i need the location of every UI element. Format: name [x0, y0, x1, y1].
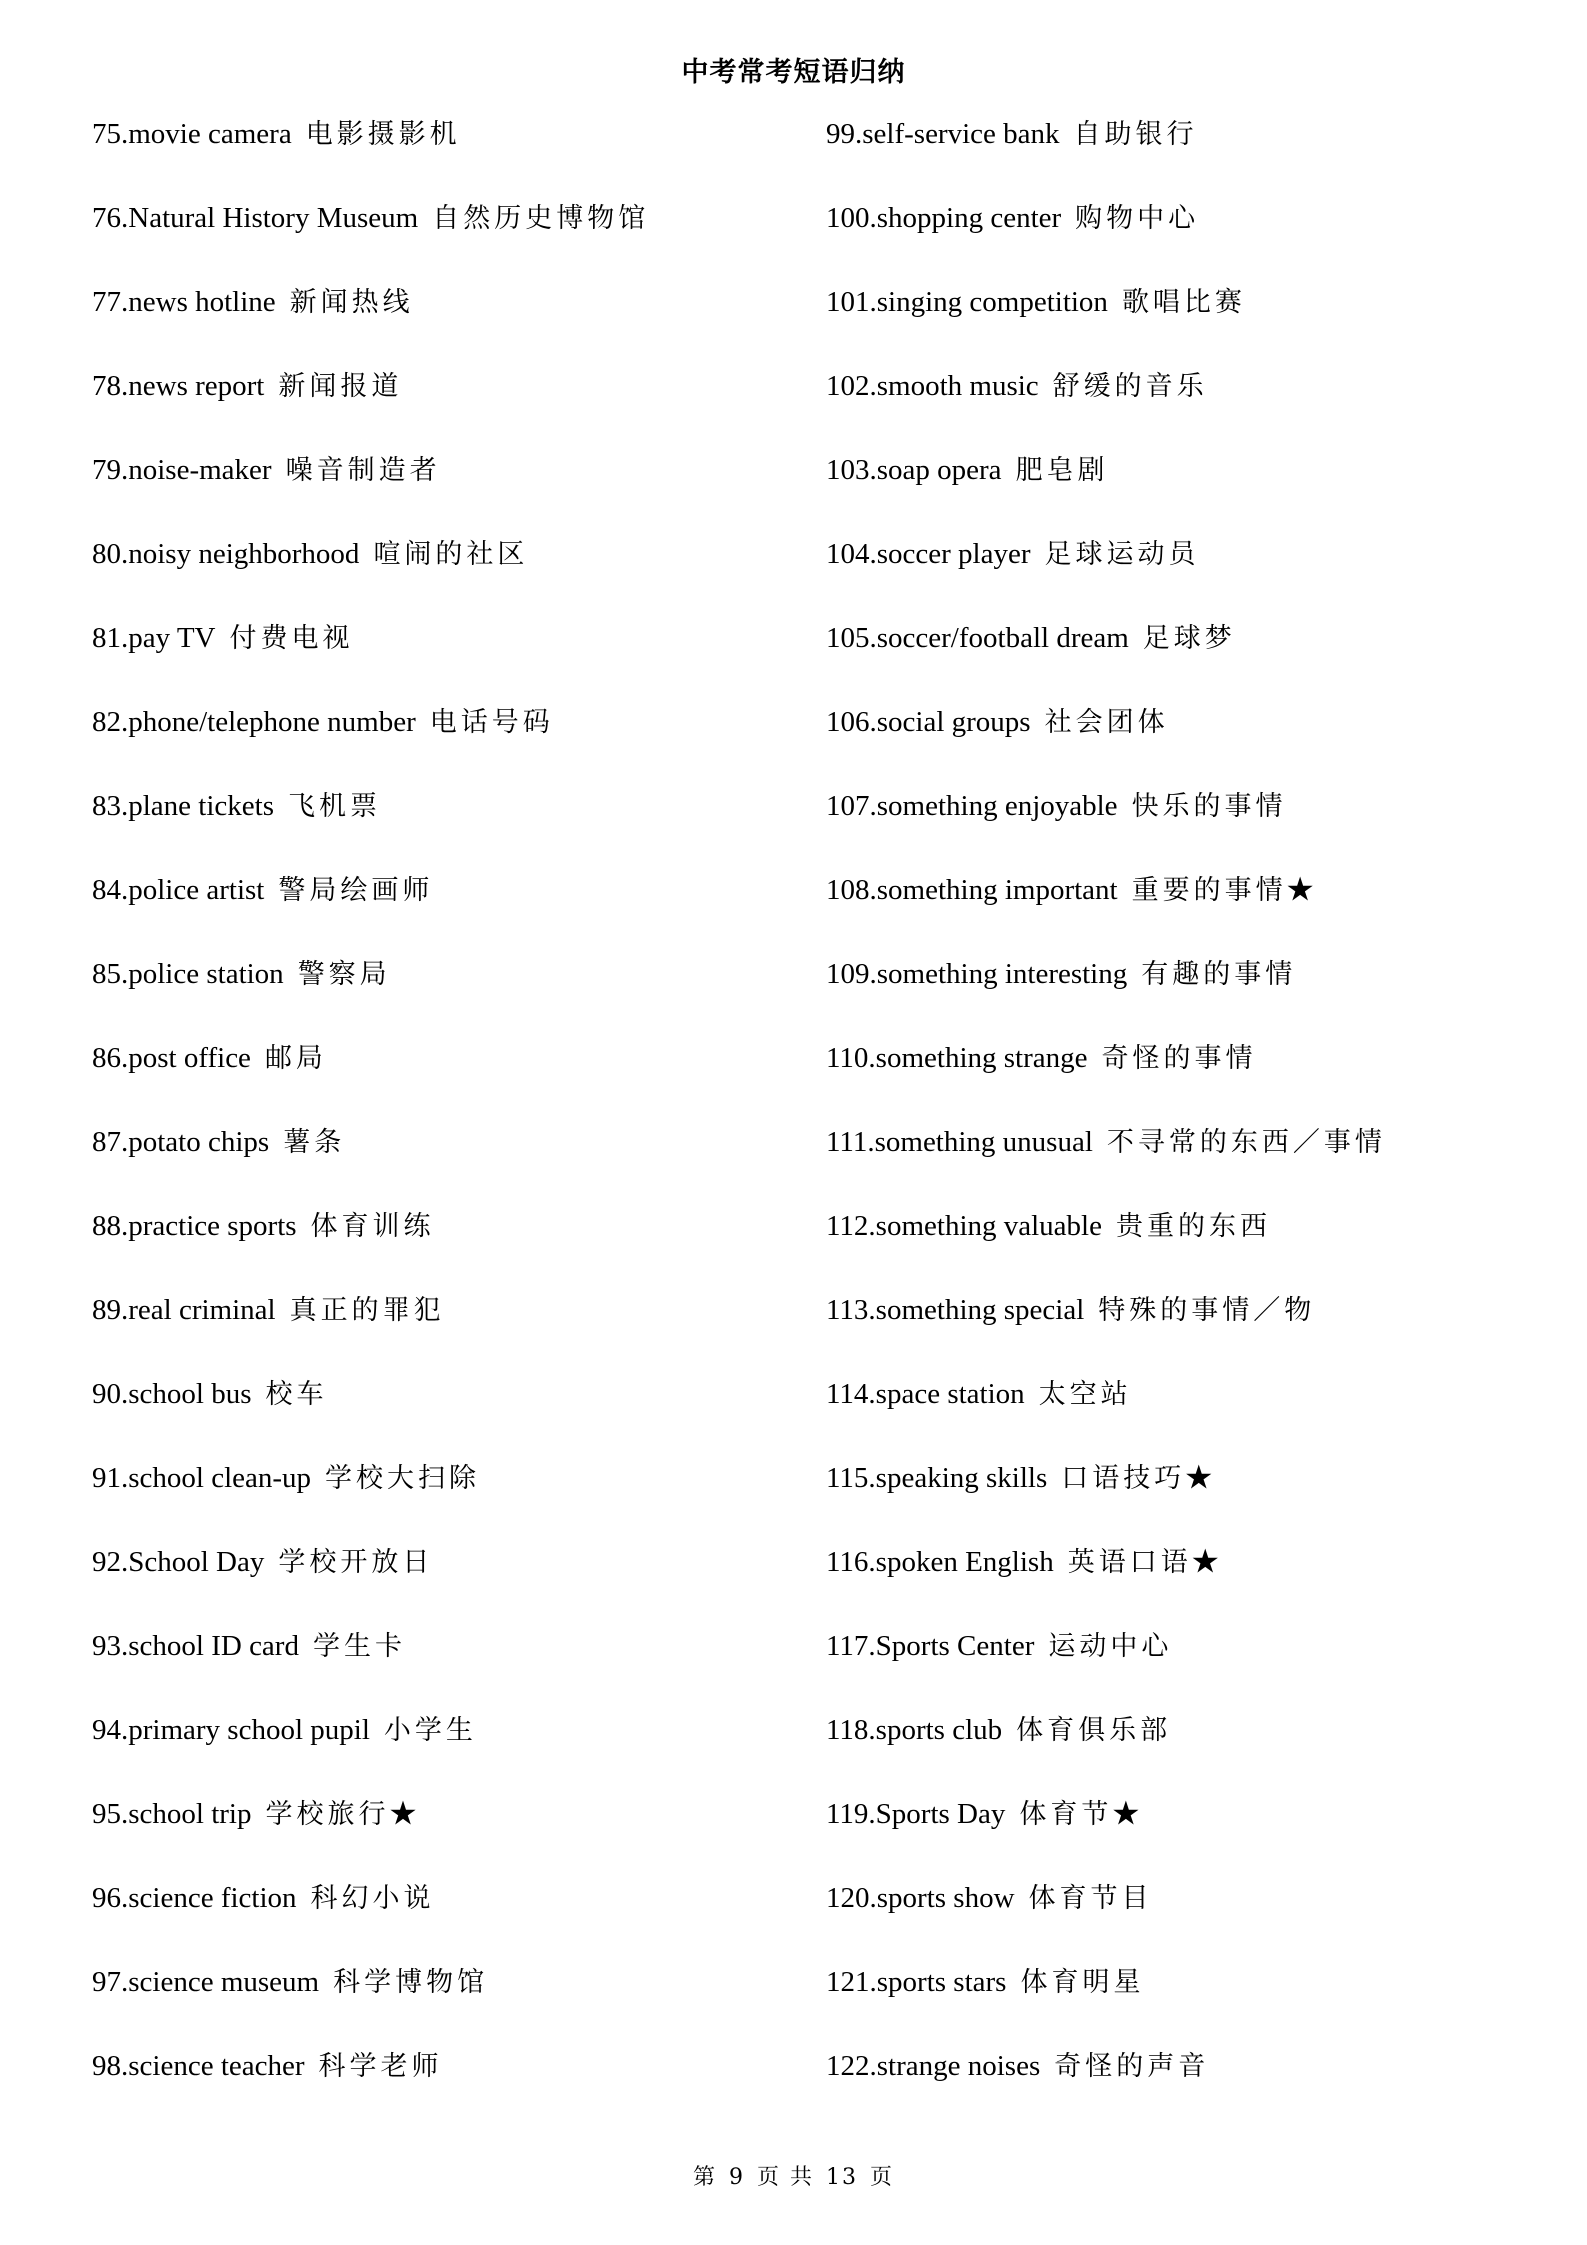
phrase-english: 78.news report — [92, 370, 265, 402]
phrase-item — [826, 1872, 1386, 1956]
phrase-item — [92, 192, 649, 276]
phrase-item — [92, 1956, 649, 2040]
phrase-item — [826, 1452, 1386, 1536]
phrase-item — [826, 1368, 1386, 1452]
phrase-english: 87.potato chips — [92, 1126, 270, 1158]
phrase-english: 99.self-service bank — [826, 118, 1060, 150]
phrase-item — [826, 2040, 1386, 2124]
phrase-item — [826, 108, 1386, 192]
phrase-chinese: 足球运动员 — [1044, 539, 1200, 570]
phrase-english: 103.soap opera — [826, 454, 1002, 486]
phrase-chinese: 体育明星 — [1020, 1967, 1145, 1998]
phrase-item — [92, 1368, 649, 1452]
phrase-english: 122.strange noises — [826, 2050, 1041, 2082]
phrase-english: 90.school bus — [92, 1378, 252, 1410]
phrase-english: 118.sports club — [826, 1714, 1003, 1746]
phrase-item — [92, 1032, 649, 1116]
phrase-english: 91.school clean-up — [92, 1462, 312, 1494]
phrase-item — [826, 1788, 1386, 1872]
phrase-chinese: 科学老师 — [318, 2051, 443, 2082]
phrase-chinese: 肥皂剧 — [1015, 455, 1109, 486]
phrase-english: 120.sports show — [826, 1882, 1015, 1914]
phrase-chinese: 体育节★ — [1019, 1799, 1144, 1830]
phrase-item — [826, 780, 1386, 864]
phrase-english: 102.smooth music — [826, 370, 1039, 402]
phrase-chinese: 学校旅行★ — [265, 1799, 421, 1830]
phrase-item — [826, 1620, 1386, 1704]
phrase-english: 85.police station — [92, 958, 284, 990]
phrase-english: 89.real criminal — [92, 1294, 276, 1326]
phrase-english: 75.movie camera — [92, 118, 292, 150]
phrase-english: 110.something strange — [826, 1042, 1088, 1074]
phrase-item — [826, 1032, 1386, 1116]
phrase-item — [826, 1956, 1386, 2040]
phrase-item — [92, 1200, 649, 1284]
phrase-chinese: 英语口语★ — [1067, 1547, 1223, 1578]
phrase-item — [826, 192, 1386, 276]
phrase-item — [826, 1284, 1386, 1368]
phrase-item — [92, 1788, 649, 1872]
phrase-english: 94.primary school pupil — [92, 1714, 370, 1746]
phrase-chinese: 不寻常的东西／事情 — [1106, 1127, 1386, 1158]
phrase-english: 107.something enjoyable — [826, 790, 1118, 822]
phrase-item — [92, 108, 649, 192]
phrase-english: 81.pay TV — [92, 622, 216, 654]
phrase-chinese: 小学生 — [383, 1715, 477, 1746]
phrase-item — [826, 360, 1386, 444]
phrase-chinese: 特殊的事情／物 — [1098, 1295, 1316, 1326]
phrase-chinese: 喧闹的社区 — [373, 539, 529, 570]
phrase-item — [826, 276, 1386, 360]
phrase-english: 80.noisy neighborhood — [92, 538, 360, 570]
phrase-chinese: 体育俱乐部 — [1016, 1715, 1172, 1746]
total-pages-number: 13 — [826, 2165, 858, 2190]
phrase-item — [92, 612, 649, 696]
phrase-chinese: 足球梦 — [1142, 623, 1236, 654]
footer-suffix: 页 — [870, 2165, 895, 2190]
phrase-chinese: 薯条 — [283, 1127, 346, 1158]
right-phrase-column — [826, 108, 1386, 2124]
phrase-item — [826, 864, 1386, 948]
phrase-english: 115.speaking skills — [826, 1462, 1048, 1494]
phrase-english: 98.science teacher — [92, 2050, 305, 2082]
phrase-item — [826, 528, 1386, 612]
phrase-english: 101.singing competition — [826, 286, 1108, 318]
phrase-chinese: 学校开放日 — [278, 1547, 434, 1578]
phrase-chinese: 科幻小说 — [310, 1883, 435, 1914]
phrase-item — [826, 1200, 1386, 1284]
phrase-item — [826, 612, 1386, 696]
phrase-item — [92, 780, 649, 864]
phrase-english: 76.Natural History Museum — [92, 202, 419, 234]
footer-middle: 页 共 — [757, 2165, 814, 2190]
phrase-item — [826, 696, 1386, 780]
phrase-english: 100.shopping center — [826, 202, 1062, 234]
phrase-item — [92, 276, 649, 360]
phrase-item — [92, 2040, 649, 2124]
phrase-english: 116.spoken English — [826, 1546, 1054, 1578]
phrase-chinese: 警察局 — [297, 959, 391, 990]
phrase-item — [92, 360, 649, 444]
left-phrase-column — [92, 108, 649, 2124]
phrase-item — [826, 444, 1386, 528]
phrase-item — [826, 1116, 1386, 1200]
phrase-english: 96.science fiction — [92, 1882, 297, 1914]
phrase-item — [92, 696, 649, 780]
phrase-chinese: 真正的罪犯 — [289, 1295, 445, 1326]
phrase-chinese: 自然历史博物馆 — [432, 203, 650, 234]
phrase-chinese: 重要的事情★ — [1131, 875, 1318, 906]
phrase-item — [826, 1704, 1386, 1788]
phrase-english: 113.something special — [826, 1294, 1085, 1326]
phrase-chinese: 警局绘画师 — [278, 875, 434, 906]
page-footer — [0, 2160, 1587, 2191]
phrase-item — [826, 948, 1386, 1032]
phrase-chinese: 新闻报道 — [278, 371, 403, 402]
phrase-english: 84.police artist — [92, 874, 265, 906]
current-page-number: 9 — [729, 2165, 745, 2190]
phrase-english: 97.science museum — [92, 1966, 320, 1998]
phrase-chinese: 自助银行 — [1073, 119, 1198, 150]
phrase-item — [92, 1872, 649, 1956]
phrase-chinese: 社会团体 — [1044, 707, 1169, 738]
phrase-english: 82.phone/telephone number — [92, 706, 416, 738]
phrase-english: 88.practice sports — [92, 1210, 297, 1242]
phrase-chinese: 噪音制造者 — [285, 455, 441, 486]
phrase-chinese: 学生卡 — [312, 1631, 406, 1662]
phrase-chinese: 学校大扫除 — [325, 1463, 481, 1494]
phrase-item — [92, 864, 649, 948]
phrase-english: 112.something valuable — [826, 1210, 1102, 1242]
phrase-english: 121.sports stars — [826, 1966, 1007, 1998]
phrase-english: 106.social groups — [826, 706, 1031, 738]
phrase-english: 105.soccer/football dream — [826, 622, 1129, 654]
phrase-chinese: 舒缓的音乐 — [1052, 371, 1208, 402]
footer-prefix: 第 — [692, 2165, 717, 2190]
phrase-chinese: 购物中心 — [1075, 203, 1200, 234]
phrase-chinese: 电影摄影机 — [305, 119, 461, 150]
phrase-chinese: 体育节目 — [1028, 1883, 1153, 1914]
phrase-english: 95.school trip — [92, 1798, 252, 1830]
phrase-chinese: 体育训练 — [310, 1211, 435, 1242]
phrase-chinese: 电话号码 — [429, 707, 554, 738]
phrase-chinese: 奇怪的事情 — [1101, 1043, 1257, 1074]
phrase-item — [92, 1620, 649, 1704]
phrase-english: 104.soccer player — [826, 538, 1031, 570]
phrase-chinese: 有趣的事情 — [1141, 959, 1297, 990]
phrase-chinese: 贵重的东西 — [1115, 1211, 1271, 1242]
phrase-chinese: 快乐的事情 — [1131, 791, 1287, 822]
phrase-item — [92, 1284, 649, 1368]
phrase-english: 114.space station — [826, 1378, 1025, 1410]
phrase-english: 79.noise-maker — [92, 454, 272, 486]
phrase-item — [92, 948, 649, 1032]
phrase-english: 109.something interesting — [826, 958, 1128, 990]
phrase-english: 86.post office — [92, 1042, 251, 1074]
phrase-item — [92, 528, 649, 612]
phrase-english: 117.Sports Center — [826, 1630, 1035, 1662]
phrase-chinese: 运动中心 — [1048, 1631, 1173, 1662]
phrase-item — [92, 1704, 649, 1788]
phrase-english: 92.School Day — [92, 1546, 265, 1578]
phrase-item — [92, 1116, 649, 1200]
phrase-chinese: 飞机票 — [288, 791, 382, 822]
phrase-english: 108.something important — [826, 874, 1118, 906]
phrase-chinese: 付费电视 — [229, 623, 354, 654]
phrase-chinese: 歌唱比赛 — [1121, 287, 1246, 318]
phrase-english: 119.Sports Day — [826, 1798, 1006, 1830]
phrase-chinese: 奇怪的声音 — [1054, 2051, 1210, 2082]
phrase-item — [92, 444, 649, 528]
phrase-item — [826, 1536, 1386, 1620]
phrase-chinese: 科学博物馆 — [333, 1967, 489, 1998]
phrase-item — [92, 1536, 649, 1620]
page-title: 中考常考短语归纳 — [681, 57, 906, 88]
phrase-item — [92, 1452, 649, 1536]
phrase-english: 83.plane tickets — [92, 790, 275, 822]
phrase-chinese: 新闻热线 — [289, 287, 414, 318]
phrase-english: 111.something unusual — [826, 1126, 1093, 1158]
phrase-chinese: 太空站 — [1038, 1379, 1132, 1410]
phrase-chinese: 邮局 — [264, 1043, 327, 1074]
phrase-chinese: 口语技巧★ — [1061, 1463, 1217, 1494]
phrase-english: 77.news hotline — [92, 286, 276, 318]
phrase-english: 93.school ID card — [92, 1630, 299, 1662]
phrase-chinese: 校车 — [265, 1379, 328, 1410]
